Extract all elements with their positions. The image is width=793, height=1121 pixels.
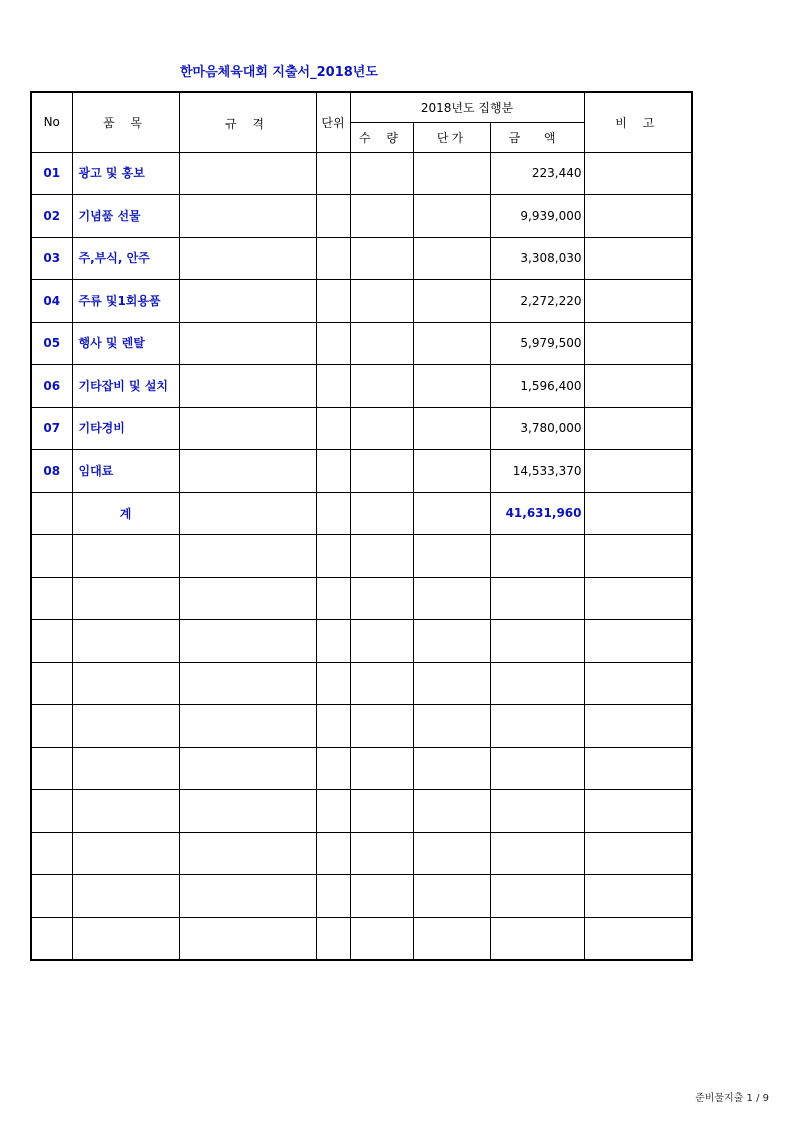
page-footer: 준비물지출 1 / 9 [695,1093,769,1104]
empty-cell [72,747,179,790]
empty-cell [316,577,350,620]
empty-cell [316,535,350,578]
empty-cell [350,917,413,960]
row-amount: 1,596,400 [490,365,584,408]
row-spec [179,365,316,408]
table-row [31,195,692,238]
empty-cell [584,747,692,790]
row-price [413,152,490,195]
empty-cell [72,620,179,663]
empty-cell [31,790,72,833]
header-no: No [31,92,72,152]
empty-cell [490,790,584,833]
table-row [31,450,692,493]
empty-cell [179,875,316,918]
total-label: 계 [72,492,179,535]
row-item: 주류 및1회용품 [72,280,179,323]
empty-cell [584,620,692,663]
empty-cell [490,662,584,705]
row-spec [179,237,316,280]
row-note [584,280,692,323]
empty-cell [350,577,413,620]
empty-cell [584,875,692,918]
empty-cell [490,832,584,875]
empty-cell [316,917,350,960]
row-amount: 2,272,220 [490,280,584,323]
empty-cell [179,620,316,663]
empty-cell [490,577,584,620]
empty-cell [350,620,413,663]
row-unit [316,407,350,450]
empty-cell [584,790,692,833]
row-spec [179,280,316,323]
row-price [413,365,490,408]
row-item: 행사 및 렌탈 [72,322,179,365]
empty-row [31,747,692,790]
row-no: 02 [31,195,72,238]
empty-cell [179,705,316,748]
empty-cell [179,662,316,705]
row-qty [350,450,413,493]
row-item: 주,부식, 안주 [72,237,179,280]
empty-cell [72,917,179,960]
row-price [413,237,490,280]
row-unit [316,237,350,280]
empty-cell [413,917,490,960]
row-note [584,237,692,280]
row-no: 05 [31,322,72,365]
empty-cell [316,790,350,833]
header-item: 품 목 [72,92,179,152]
total-spec [179,492,316,535]
row-spec [179,195,316,238]
table-row [31,280,692,323]
row-amount: 5,979,500 [490,322,584,365]
header-amount: 금 액 [490,122,584,152]
row-no: 01 [31,152,72,195]
empty-cell [350,535,413,578]
empty-cell [490,705,584,748]
row-item: 기타경비 [72,407,179,450]
empty-cell [490,917,584,960]
empty-cell [316,747,350,790]
row-unit [316,365,350,408]
empty-cell [490,747,584,790]
empty-row [31,832,692,875]
row-note [584,407,692,450]
empty-row [31,535,692,578]
row-price [413,195,490,238]
row-unit [316,280,350,323]
total-note [584,492,692,535]
expense-table [30,91,693,961]
empty-cell [316,662,350,705]
empty-cell [31,705,72,748]
empty-cell [584,705,692,748]
empty-cell [350,662,413,705]
empty-cell [350,705,413,748]
empty-cell [179,747,316,790]
empty-cell [31,747,72,790]
row-no: 06 [31,365,72,408]
empty-cell [584,917,692,960]
empty-row [31,662,692,705]
row-note [584,152,692,195]
empty-cell [31,662,72,705]
row-price [413,407,490,450]
row-qty [350,152,413,195]
empty-cell [179,790,316,833]
empty-cell [72,790,179,833]
empty-row [31,620,692,663]
total-row [31,492,692,535]
empty-row [31,875,692,918]
empty-cell [179,577,316,620]
row-item: 기타잡비 및 설치 [72,365,179,408]
row-qty [350,280,413,323]
empty-row [31,790,692,833]
table-row [31,407,692,450]
empty-cell [316,832,350,875]
empty-cell [31,577,72,620]
empty-cell [72,832,179,875]
row-spec [179,407,316,450]
row-no: 04 [31,280,72,323]
empty-cell [72,662,179,705]
row-qty [350,322,413,365]
empty-cell [413,535,490,578]
total-no [31,492,72,535]
header-note: 비 고 [584,92,692,152]
empty-cell [490,535,584,578]
row-note [584,322,692,365]
row-amount: 14,533,370 [490,450,584,493]
row-spec [179,450,316,493]
row-unit [316,152,350,195]
empty-cell [350,875,413,918]
row-price [413,450,490,493]
empty-cell [413,747,490,790]
empty-cell [179,832,316,875]
row-note [584,195,692,238]
row-qty [350,407,413,450]
row-qty [350,195,413,238]
row-amount: 3,308,030 [490,237,584,280]
header-spec: 규 격 [179,92,316,152]
empty-cell [72,875,179,918]
table-row [31,152,692,195]
row-item: 기념품 선물 [72,195,179,238]
row-unit [316,322,350,365]
row-no: 07 [31,407,72,450]
empty-cell [413,705,490,748]
empty-cell [413,790,490,833]
table-row [31,237,692,280]
empty-cell [490,620,584,663]
empty-row [31,917,692,960]
row-qty [350,237,413,280]
empty-cell [413,832,490,875]
empty-cell [350,747,413,790]
empty-cell [316,620,350,663]
total-unit [316,492,350,535]
empty-cell [584,535,692,578]
empty-cell [31,620,72,663]
header-execution-group: 2018년도 집행분 [350,92,584,122]
empty-cell [31,535,72,578]
empty-cell [584,577,692,620]
header-row-1 [31,92,692,122]
empty-cell [31,832,72,875]
total-price [413,492,490,535]
row-unit [316,195,350,238]
table-row [31,322,692,365]
empty-row [31,705,692,748]
empty-cell [350,832,413,875]
empty-cell [72,705,179,748]
row-no: 03 [31,237,72,280]
empty-cell [413,620,490,663]
total-amount: 41,631,960 [490,492,584,535]
empty-cell [31,875,72,918]
row-no: 08 [31,450,72,493]
row-note [584,450,692,493]
row-spec [179,322,316,365]
empty-cell [413,875,490,918]
row-item: 광고 및 홍보 [72,152,179,195]
empty-cell [31,917,72,960]
document-title: 한마음체육대회 지출서_2018년도 [180,65,378,80]
row-amount: 9,939,000 [490,195,584,238]
empty-cell [316,875,350,918]
empty-cell [179,917,316,960]
empty-cell [584,662,692,705]
header-unit: 단위 [316,92,350,152]
row-price [413,322,490,365]
row-item: 임대료 [72,450,179,493]
empty-cell [179,535,316,578]
row-price [413,280,490,323]
row-amount: 3,780,000 [490,407,584,450]
empty-row [31,577,692,620]
table-row [31,365,692,408]
row-spec [179,152,316,195]
empty-cell [72,577,179,620]
row-note [584,365,692,408]
empty-cell [350,790,413,833]
row-qty [350,365,413,408]
empty-cell [413,577,490,620]
header-qty: 수 량 [350,122,413,152]
row-unit [316,450,350,493]
empty-cell [584,832,692,875]
empty-cell [72,535,179,578]
table-body [31,152,692,960]
total-qty [350,492,413,535]
row-amount: 223,440 [490,152,584,195]
empty-cell [490,875,584,918]
empty-cell [316,705,350,748]
header-price: 단가 [413,122,490,152]
empty-cell [413,662,490,705]
